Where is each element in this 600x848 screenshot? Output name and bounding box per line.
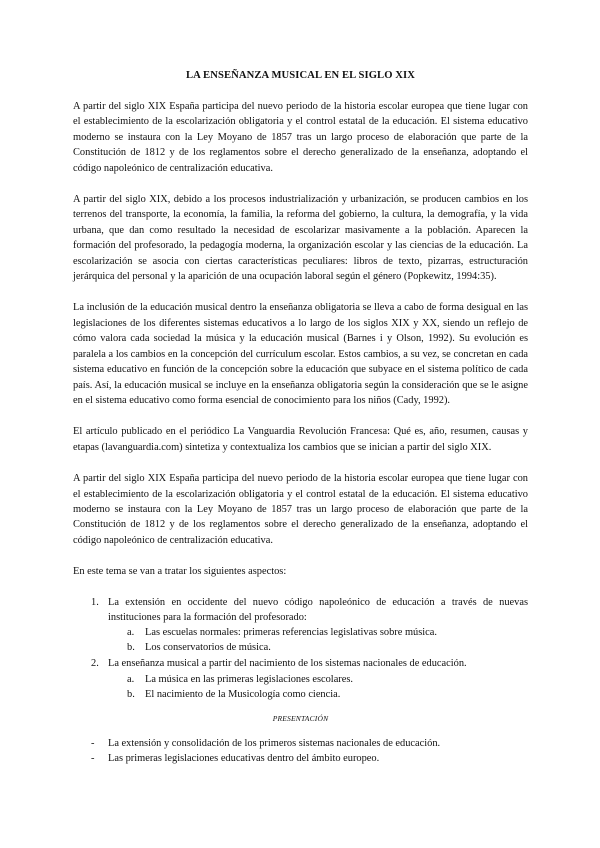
paragraph-1: A partir del siglo XIX España participa del nuevo periodo de la historia escolar europea que tiene lugar con el establecimiento de la escolarización obligatoria y el control estatal de la educación. El sistema educativo moderno se instaura con la Ley Moyano de 1857 tras un largo proceso de elaboración que parte de la Constitución de 1812 y de los reglamentos sobre el derecho generalizado de la enseñanza, adoptando el código napoleónico de centralización educativa. (73, 101, 528, 174)
subtopic-item (108, 672, 528, 687)
topic-item (73, 595, 528, 656)
subtopic-text: Los conservatorios de música. (145, 642, 271, 654)
bullet-list (73, 736, 528, 767)
list-intro: En este tema se van a tratar los siguientes aspectos: (73, 566, 287, 578)
topic-number: 2. (91, 658, 99, 670)
topic-text: La enseñanza musical a partir del nacimiento de los sistemas nacionales de educación. (108, 658, 467, 670)
subtopic-item (108, 625, 528, 640)
bullet-marker: - (91, 753, 95, 765)
bullet-item (73, 751, 528, 766)
subtopic-text: Las escuelas normales: primeras referencias legislativas sobre música. (145, 626, 437, 638)
subtopic-letter: b. (127, 642, 135, 654)
subtopic-text: La música en las primeras legislaciones escolares. (145, 673, 354, 685)
subtopic-text: El nacimiento de la Musicología como ciencia. (145, 688, 341, 700)
subtopics-list (108, 625, 528, 655)
subtopic-letter: a. (127, 626, 135, 638)
topic-text: La extensión en occidente del nuevo código napoleónico de educación a través de nuevas instituciones para la formación del profesorado: (108, 596, 528, 623)
subtopic-letter: a. (127, 673, 135, 685)
topic-item (73, 656, 528, 702)
section-heading: PRESENTACIÓN (272, 713, 329, 723)
topics-list (73, 595, 528, 702)
bullet-text: La extensión y consolidación de los primeros sistemas nacionales de educación. (108, 737, 441, 749)
bullet-item (73, 736, 528, 751)
paragraph-4: El artículo publicado en el periódico La Vanguardia Revolución Francesa: Qué es, año, resumen, causas y etapas (lavanguardia.com) sintetiza y contextualiza los cambios que se inician a partir del siglo XIX. (73, 426, 528, 453)
subtopic-item (108, 687, 528, 702)
subtopics-list (108, 672, 528, 702)
paragraph-5: A partir del siglo XIX España participa del nuevo periodo de la historia escolar europea que tiene lugar con el establecimiento de la escolarización obligatoria y el control estatal de la educación. El sistema educativo moderno se instaura con la Ley Moyano de 1857 tras un largo proceso de elaboración que parte de la Constitución de 1812 y de los reglamentos sobre el derecho generalizado de la enseñanza, adoptando el código napoleónico de centralización educativa. (73, 473, 528, 546)
paragraph-3: La inclusión de la educación musical dentro la enseñanza obligatoria se lleva a cabo de forma desigual en las legislaciones de los diferentes sistemas educativos a lo largo de los siglos XIX y XX, siendo un reflejo de cómo valora cada sociedad la música y la educación musical (Barnes i y Olson, 1992). Su evolución es paralela a los cambios en la concepción del currículum escolar. Estos cambios, a su vez, se concretan en cada sistema educativo en función de la concepción sobre la educación que subyace en el sistema político de cada país. Así, la educación musical se incluye en la enseñanza obligatoria según la consideración que se le asigne en el sistema educativo como forma esencial de conocimiento para los niños (Cady, 1992). (73, 302, 528, 406)
subtopic-item (108, 640, 528, 655)
bullet-marker: - (91, 737, 95, 749)
topic-number: 1. (91, 596, 99, 608)
paragraph-2: A partir del siglo XIX, debido a los procesos industrialización y urbanización, se producen cambios en los terrenos del transporte, la economía, la familia, la reforma del gobierno, la cultura, la demografía, y la vida urbana, que dan como resultado la necesidad de escolarizar masivamente a la población. Aparecen la formación del profesorado, la pedagogía moderna, la organización escolar y las ciencias de la educación. La escolarización se asocia con ciertas características peculiares: libros de texto, pizarras, estructuración jerárquica del personal y la aparición de una ocupación laboral según el género (Popkewitz, 1994:35). (73, 194, 528, 283)
bullet-text: Las primeras legislaciones educativas dentro del ámbito europeo. (108, 753, 380, 765)
subtopic-letter: b. (127, 688, 135, 700)
document-title: LA ENSEÑANZA MUSICAL EN EL SIGLO XIX (185, 70, 416, 81)
